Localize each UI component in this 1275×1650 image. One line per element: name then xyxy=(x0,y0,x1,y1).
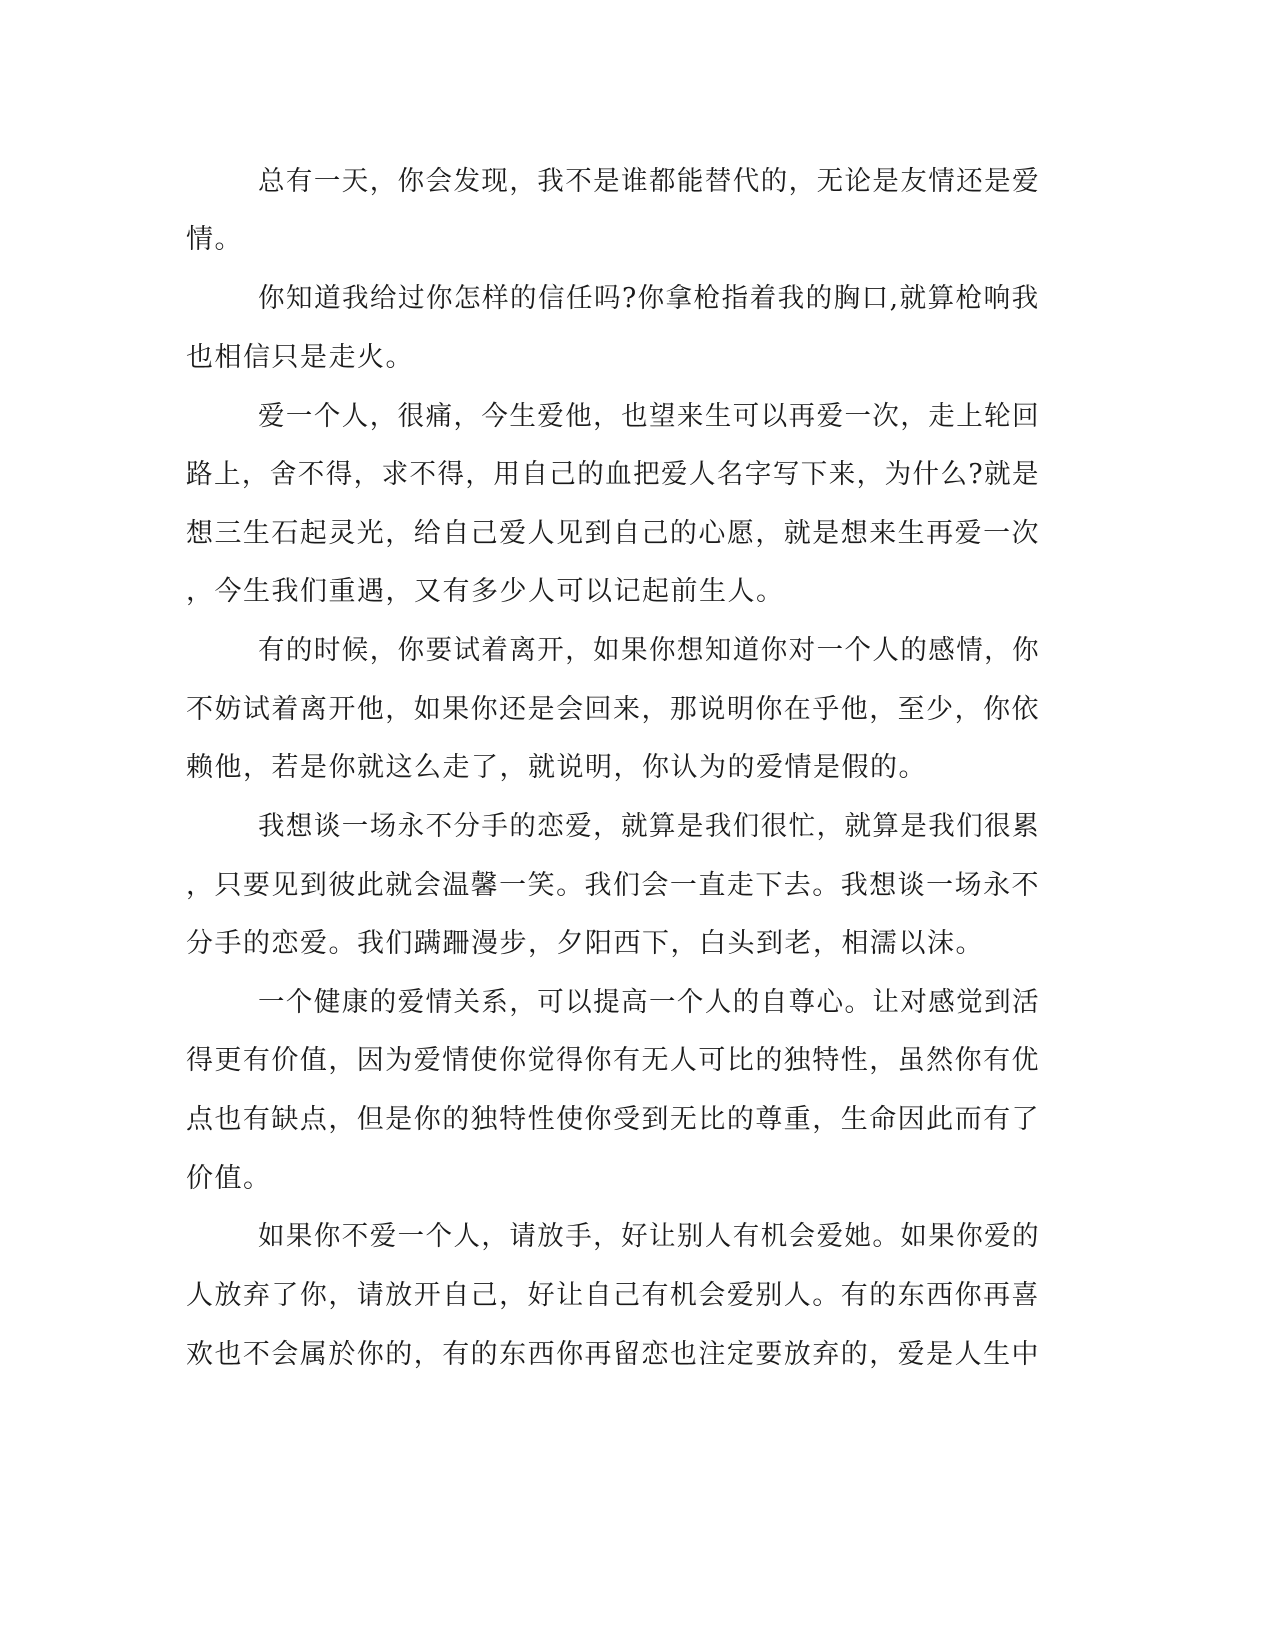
paragraph-line: 想三生石起灵光，给自己爱人见到自己的心愿，就是想来生再爱一次 xyxy=(186,518,1040,549)
paragraph-line: 不妨试着离开他，如果你还是会回来，那说明你在乎他，至少，你依 xyxy=(186,694,1040,725)
paragraph-line: 有的时候，你要试着离开，如果你想知道你对一个人的感情，你 xyxy=(258,635,1040,666)
paragraph-line: 分手的恋爱。我们蹒跚漫步，夕阳西下，白头到老，相濡以沫。 xyxy=(186,928,984,959)
paragraph-line: 情。 xyxy=(186,224,243,255)
paragraph-line: 路上，舍不得，求不得，用自己的血把爱人名字写下来，为什么?就是 xyxy=(186,459,1040,490)
paragraph-line: 总有一天，你会发现，我不是谁都能替代的，无论是友情还是爱 xyxy=(258,166,1040,197)
paragraph-line: 如果你不爱一个人，请放手，好让别人有机会爱她。如果你爱的 xyxy=(258,1221,1040,1252)
paragraph-line: ，只要见到彼此就会温馨一笑。我们会一直走下去。我想谈一场永不 xyxy=(186,870,1040,901)
paragraph-line: 你知道我给过你怎样的信任吗?你拿枪指着我的胸口,就算枪响我 xyxy=(258,283,1040,314)
paragraph-line: 价值。 xyxy=(186,1163,272,1194)
paragraph-line: 赖他，若是你就这么走了，就说明，你认为的爱情是假的。 xyxy=(186,752,927,783)
paragraph-line: ，今生我们重遇，又有多少人可以记起前生人。 xyxy=(186,576,785,607)
paragraph-line: 我想谈一场永不分手的恋爱，就算是我们很忙，就算是我们很累 xyxy=(258,811,1040,842)
paragraph-line: 爱一个人，很痛，今生爱他，也望来生可以再爱一次，走上轮回 xyxy=(258,401,1040,432)
paragraph-line: 人放弃了你，请放开自己，好让自己有机会爱别人。有的东西你再喜 xyxy=(186,1280,1040,1311)
paragraph-line: 欢也不会属於你的，有的东西你再留恋也注定要放弃的，爱是人生中 xyxy=(186,1339,1040,1370)
paragraph-line: 也相信只是走火。 xyxy=(186,342,414,373)
paragraph-line: 点也有缺点，但是你的独特性使你受到无比的尊重，生命因此而有了 xyxy=(186,1104,1040,1135)
paragraph-line: 得更有价值，因为爱情使你觉得你有无人可比的独特性，虽然你有优 xyxy=(186,1045,1040,1076)
paragraph-line: 一个健康的爱情关系，可以提高一个人的自尊心。让对感觉到活 xyxy=(258,987,1040,1018)
